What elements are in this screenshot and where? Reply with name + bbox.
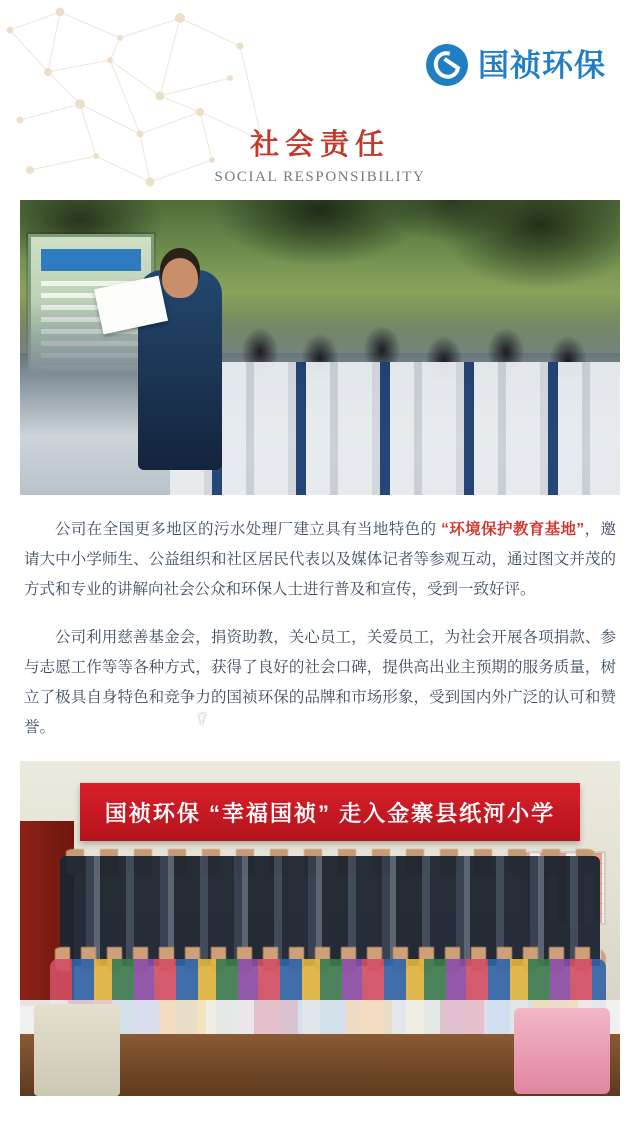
- paragraph-2-text: 公司利用慈善基金会，捐资助教，关心员工，关爱员工，为社会开展各项捐款、参与志愿工作等等各种方式，获得了良好的社会口碑，提供高出业主预期的服务质量，树立了极具自身特色和竞争力的国祯环保的品牌和市场形象，受到国内外广泛的认可和赞誉。: [24, 629, 616, 736]
- paragraph-1-part-2: ，邀请大中小学师生、公益组织和社区居民代表以及媒体记者等参观互动，通过图文并茂的方式和专业的讲解向社会公众和环保人士进行普及和宣传，受到一致好评。: [24, 521, 616, 598]
- page-subtitle: SOCIAL RESPONSIBILITY: [214, 168, 426, 185]
- photo2-banner-text: 国祯环保 “幸福国祯” 走入金寨县纸河小学: [104, 800, 556, 826]
- page-title: 社会责任: [249, 129, 390, 161]
- photo-education-base: [20, 200, 620, 495]
- photo2-package-right: [514, 1008, 610, 1094]
- page-header: [0, 0, 640, 200]
- paragraph-1: [24, 515, 616, 605]
- photo1-presenter-head: [162, 258, 198, 298]
- photo2-package-left: [34, 1004, 120, 1096]
- paragraph-2: [24, 623, 616, 743]
- paragraph-1-part-1: 公司在全国更多地区的污水处理厂建立具有当地特色的: [55, 521, 442, 538]
- photo2-banner: [80, 783, 580, 841]
- company-logo: [426, 44, 606, 86]
- paragraph-1-highlight: “环境保护教育基地”: [441, 521, 585, 538]
- logo-text: 国祯环保: [478, 47, 606, 83]
- photo1-student-uniforms: [170, 362, 620, 495]
- page-title-block: [0, 128, 640, 186]
- article-content: [0, 495, 640, 761]
- circular-z-logo-icon: [426, 44, 468, 86]
- photo-donation-event: [20, 761, 620, 1096]
